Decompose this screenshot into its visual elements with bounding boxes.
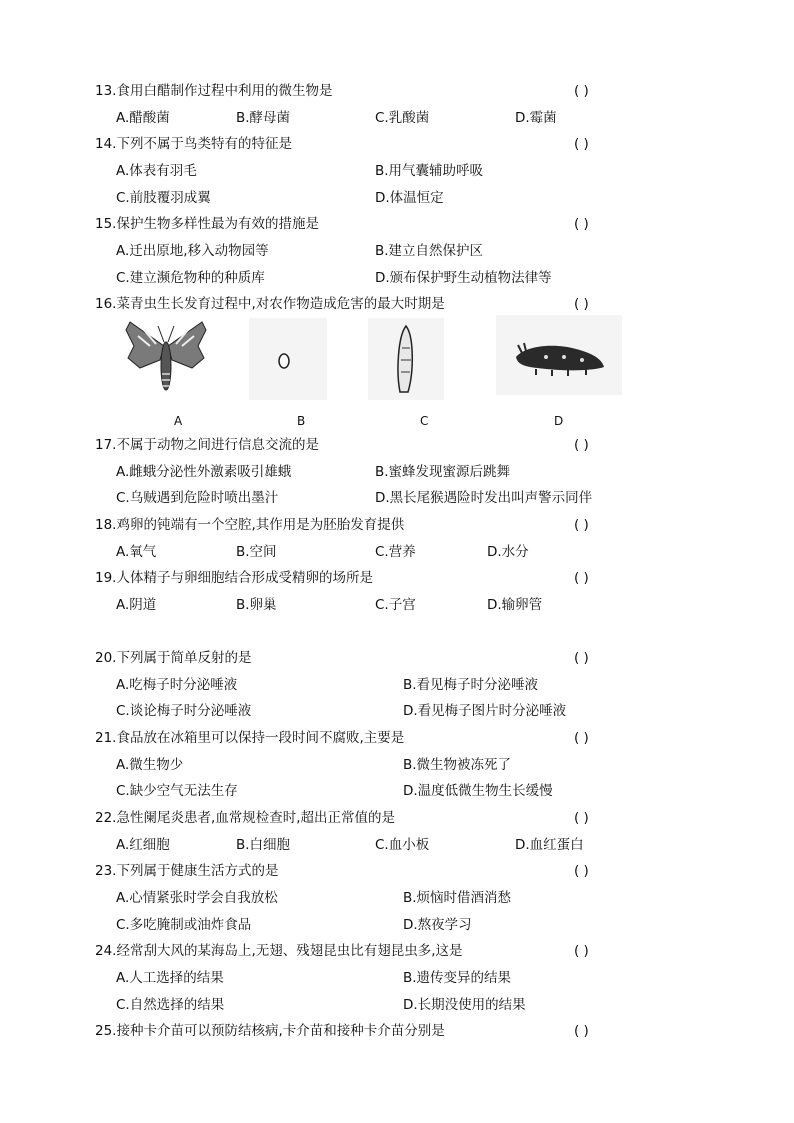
question-16-stem: 16.菜青虫生长发育过程中,对农作物造成危害的最大时期是 — [95, 296, 445, 312]
question-14-stem: 14.下列不属于鸟类特有的特征是 — [95, 136, 292, 152]
option-b: B.蜜蜂发现蜜源后跳舞 — [375, 464, 511, 480]
answer-blank[interactable]: ( ) — [574, 437, 589, 453]
question-20-stem: 20.下列属于简单反射的是 — [95, 650, 252, 666]
option-a: A.氧气 — [116, 544, 157, 560]
option-c: C.建立濒危物种的种质库 — [116, 270, 265, 286]
image-label-c: C — [420, 414, 429, 428]
butterfly-adult-image — [120, 316, 212, 400]
option-d: D.输卵管 — [487, 597, 543, 613]
question-25-stem: 25.接种卡介苗可以预防结核病,卡介苗和接种卡介苗分别是 — [95, 1023, 445, 1039]
option-d: D.熬夜学习 — [403, 917, 472, 933]
option-c: C.乌贼遇到危险时喷出墨汁 — [116, 490, 279, 506]
answer-blank[interactable]: ( ) — [574, 296, 589, 312]
option-d: D.长期没使用的结果 — [403, 997, 526, 1013]
answer-blank[interactable]: ( ) — [574, 517, 589, 533]
option-d: D.颁布保护野生动植物法律等 — [375, 270, 552, 286]
egg-image — [249, 318, 327, 400]
answer-blank[interactable]: ( ) — [574, 216, 589, 232]
option-c: C.谈论梅子时分泌唾液 — [116, 703, 252, 719]
option-a: A.红细胞 — [116, 837, 170, 853]
option-d: D.温度低微生物生长缓慢 — [403, 783, 553, 799]
option-c: C.营养 — [375, 544, 416, 560]
question-18-stem: 18.鸡卵的钝端有一个空腔,其作用是为胚胎发育提供 — [95, 517, 405, 533]
option-b: B.空间 — [236, 544, 277, 560]
question-15-stem: 15.保护生物多样性最为有效的措施是 — [95, 216, 319, 232]
answer-blank[interactable]: ( ) — [574, 570, 589, 586]
option-b: B.卵巢 — [236, 597, 277, 613]
pupa-image — [368, 318, 444, 400]
question-17-stem: 17.不属于动物之间进行信息交流的是 — [95, 437, 319, 453]
option-d: D.血红蛋白 — [515, 837, 584, 853]
option-c: C.前肢覆羽成翼 — [116, 190, 211, 206]
question-23-stem: 23.下列属于健康生活方式的是 — [95, 863, 279, 879]
option-b: B.烦恼时借酒消愁 — [403, 890, 512, 906]
option-a: A.人工选择的结果 — [116, 970, 224, 986]
option-c: C.多吃腌制或油炸食品 — [116, 917, 252, 933]
option-a: A.体表有羽毛 — [116, 163, 197, 179]
option-c: C.血小板 — [375, 837, 430, 853]
question-22-stem: 22.急性阑尾炎患者,血常规检查时,超出正常值的是 — [95, 810, 396, 826]
option-a: A.吃梅子时分泌唾液 — [116, 677, 238, 693]
option-c: C.自然选择的结果 — [116, 997, 225, 1013]
answer-blank[interactable]: ( ) — [574, 810, 589, 826]
answer-blank[interactable]: ( ) — [574, 730, 589, 746]
answer-blank[interactable]: ( ) — [574, 650, 589, 666]
question-21-stem: 21.食品放在冰箱里可以保持一段时间不腐败,主要是 — [95, 730, 405, 746]
option-a: A.雌蛾分泌性外激素吸引雄蛾 — [116, 464, 292, 480]
answer-blank[interactable]: ( ) — [574, 83, 589, 99]
option-b: B.微生物被冻死了 — [403, 757, 512, 773]
option-b: B.酵母菌 — [236, 110, 291, 126]
option-d: D.看见梅子图片时分泌唾液 — [403, 703, 567, 719]
answer-blank[interactable]: ( ) — [574, 863, 589, 879]
option-b: B.看见梅子时分泌唾液 — [403, 677, 539, 693]
option-d: D.水分 — [487, 544, 529, 560]
question-13-stem: 13.食用白醋制作过程中利用的微生物是 — [95, 83, 333, 99]
image-label-d: D — [554, 414, 564, 428]
option-b: B.建立自然保护区 — [375, 243, 484, 259]
option-b: B.白细胞 — [236, 837, 291, 853]
option-d: D.黑长尾猴遇险时发出叫声警示同伴 — [375, 490, 593, 506]
answer-blank[interactable]: ( ) — [574, 136, 589, 152]
answer-blank[interactable]: ( ) — [574, 943, 589, 959]
option-d: D.体温恒定 — [375, 190, 444, 206]
answer-blank[interactable]: ( ) — [574, 1023, 589, 1039]
option-a: A.阴道 — [116, 597, 157, 613]
option-b: B.遗传变异的结果 — [403, 970, 512, 986]
option-b: B.用气囊辅助呼吸 — [375, 163, 484, 179]
option-a: A.迁出原地,移入动物园等 — [116, 243, 269, 259]
option-a: A.心情紧张时学会自我放松 — [116, 890, 278, 906]
option-c: C.子宫 — [375, 597, 416, 613]
image-label-a: A — [174, 414, 183, 428]
option-c: C.缺少空气无法生存 — [116, 783, 238, 799]
option-d: D.霉菌 — [515, 110, 557, 126]
option-c: C.乳酸菌 — [375, 110, 430, 126]
option-a: A.醋酸菌 — [116, 110, 170, 126]
question-19-stem: 19.人体精子与卵细胞结合形成受精卵的场所是 — [95, 570, 373, 586]
question-24-stem: 24.经常刮大风的某海岛上,无翅、残翅昆虫比有翅昆虫多,这是 — [95, 943, 463, 959]
image-label-b: B — [297, 414, 306, 428]
option-a: A.微生物少 — [116, 757, 184, 773]
larva-caterpillar-image — [496, 315, 622, 395]
